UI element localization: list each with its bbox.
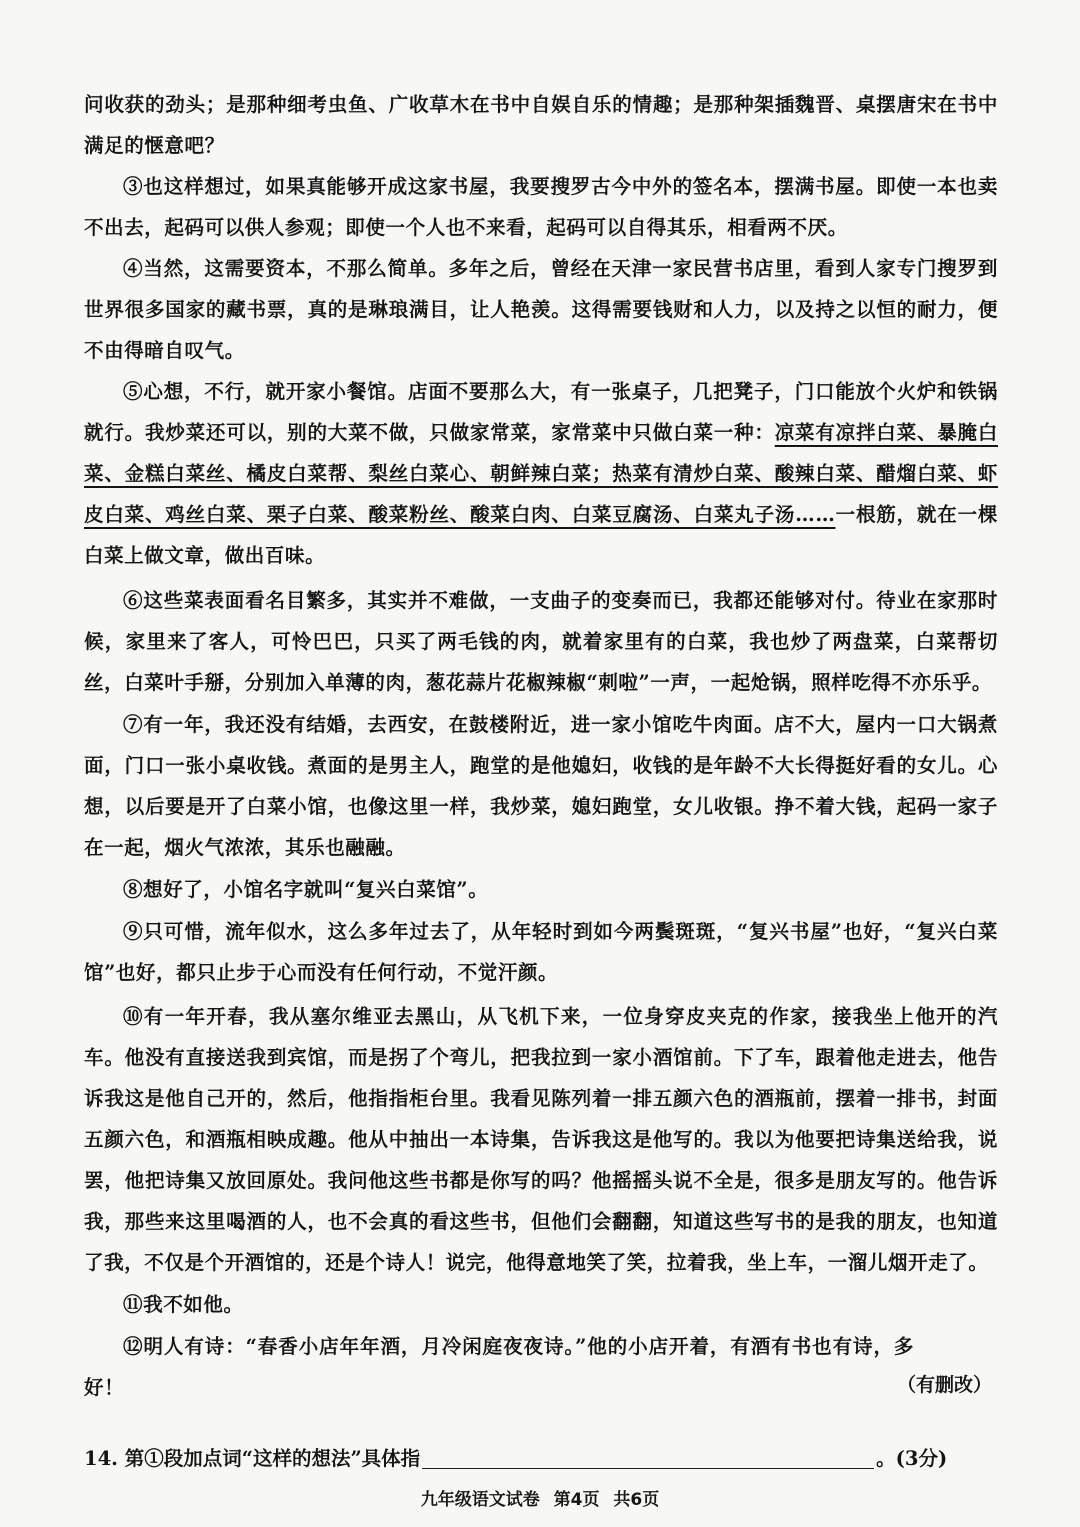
question-number: 14.	[84, 1447, 118, 1470]
paragraph-text: ④当然，这需要资本，不那么简单。多年之后，曾经在天津一家民营书店里，看到人家专门搜罗到世界很多国家的藏书票，真的是琳琅满目，让人艳羡。这得需要钱财和人力，以及持之以恒的耐力，便不由得暗自叹气。	[84, 257, 998, 362]
underlined-dish-list: 凉菜有凉拌白菜、暴腌白菜、金糕白菜丝、橘皮白菜帮、梨丝白菜心、朝鲜辣白菜；热菜有清炒白菜、酸辣白菜、醋熘白菜、虾皮白菜、鸡丝白菜、栗子白菜、酸菜粉丝、酸菜白肉、白菜豆腐汤、白菜丸子汤……	[84, 421, 998, 526]
paragraph-10	[84, 996, 998, 1283]
paragraph-6	[84, 580, 998, 703]
paragraph-text: ⑫明人有诗：“春香小店年年酒，月冷闲庭夜夜诗。”他的小店开着，有酒有书也有诗，多好！	[84, 1335, 914, 1399]
paragraph-5	[84, 371, 998, 576]
paragraph-3	[84, 166, 998, 248]
paragraph-text: ③也这样想过，如果真能够开成这家书屋，我要搜罗古今中外的签名本，摆满书屋。即使一本也卖不出去，起码可以供人参观；即使一个人也不来看，起码可以自得其乐，相看两不厌。	[84, 175, 998, 239]
paragraph-text: ⑤心想，不行，就开家小餐馆。店面不要那么大，有一张桌子，几把凳子，门口能放个火炉和铁锅就行。我炒菜还可以，别的大菜不做，只做家常菜，家常菜中只做白菜一种：	[84, 380, 998, 444]
footer-subject: 九年级语文试卷	[420, 1490, 540, 1510]
paragraph-text: 一根筋，就在一棵白菜上做文章，做出百味。	[84, 503, 998, 567]
question-prompt: 第①段加点词“这样的想法”具体指	[124, 1447, 421, 1470]
paragraph-text: ⑩有一年开春，我从塞尔维亚去黑山，从飞机下来，一位身穿皮夹克的作家，接我坐上他开的汽车。他没有直接送我到宾馆，而是拐了个弯儿，把我拉到一家小酒馆前。下了车，跟着他走进去，他告诉我这是他自己开的，然后，他指指柜台里。我看见陈列着一排五颜六色的酒瓶前，摆着一排书，封面五颜六色，和酒瓶相映成趣。他从中抽出一本诗集，告诉我这是他写的。我以为他要把诗集送给我，说罢，他把诗集又放回原处。我问他这些书都是你写的吗？他摇摇头说不全是，很多是朋友写的。他告诉我，那些来这里喝酒的人，也不会真的看这些书，但他们会翻翻，知道这些写书的是我的朋友，也知道了我，不仅是个开酒馆的，还是个诗人！说完，他得意地笑了笑，拉着我，坐上车，一溜儿烟开走了。	[84, 1005, 998, 1274]
footer-page-number: 第4页	[553, 1490, 600, 1510]
paragraph-text: ⑧想好了，小馆名字就叫“复兴白菜馆”。	[123, 878, 489, 901]
paragraph-text: 问收获的劲头；是那种细考虫鱼、广收草木在书中自娱自乐的情趣；是那种架插魏晋、桌摆唐宋在书中满足的惬意吧？	[84, 93, 998, 157]
paragraph-9	[84, 911, 998, 993]
answer-blank[interactable]	[422, 1448, 874, 1469]
paragraph-7	[84, 704, 998, 868]
page-footer	[0, 1488, 1080, 1512]
paragraph-12	[84, 1326, 914, 1408]
paragraph-8	[84, 869, 998, 910]
footer-total-pages: 共6页	[613, 1490, 660, 1510]
paragraph-text: ⑦有一年，我还没有结婚，去西安，在鼓楼附近，进一家小馆吃牛肉面。店不大，屋内一口大锅煮面，门口一张小桌收钱。煮面的是男主人，跑堂的是他媳妇，收钱的是年龄不大长得挺好看的女儿。心想，以后要是开了白菜小馆，也像这里一样，我炒菜，媳妇跑堂，女儿收银。挣不着大钱，起码一家子在一起，烟火气浓浓，其乐也融融。	[84, 713, 998, 859]
paragraph-11	[84, 1284, 998, 1325]
paragraph-continued	[84, 84, 998, 166]
source-note: （有删改）	[896, 1374, 992, 1396]
paragraph-text: ⑥这些菜表面看名目繁多，其实并不难做，一支曲子的变奏而已，我都还能够对付。待业在家那时候，家里来了客人，可怜巴巴，只买了两毛钱的肉，就着家里有的白菜，我也炒了两盘菜，白菜帮切丝，白菜叶手掰，分别加入单薄的肉，葱花蒜片花椒辣椒“刺啦”一声，一起炝锅，照样吃得不亦乐乎。	[84, 589, 998, 694]
paragraph-text: ⑪我不如他。	[123, 1293, 244, 1316]
paragraph-text: ⑨只可惜，流年似水，这么多年过去了，从年轻时到如今两鬓斑斑，“复兴书屋”也好，“复兴白菜馆”也好，都只止步于心而没有任何行动，不觉汗颜。	[84, 920, 998, 984]
question-14	[84, 1444, 998, 1474]
question-score: 。(3分)	[876, 1447, 948, 1470]
paragraph-4	[84, 248, 998, 371]
